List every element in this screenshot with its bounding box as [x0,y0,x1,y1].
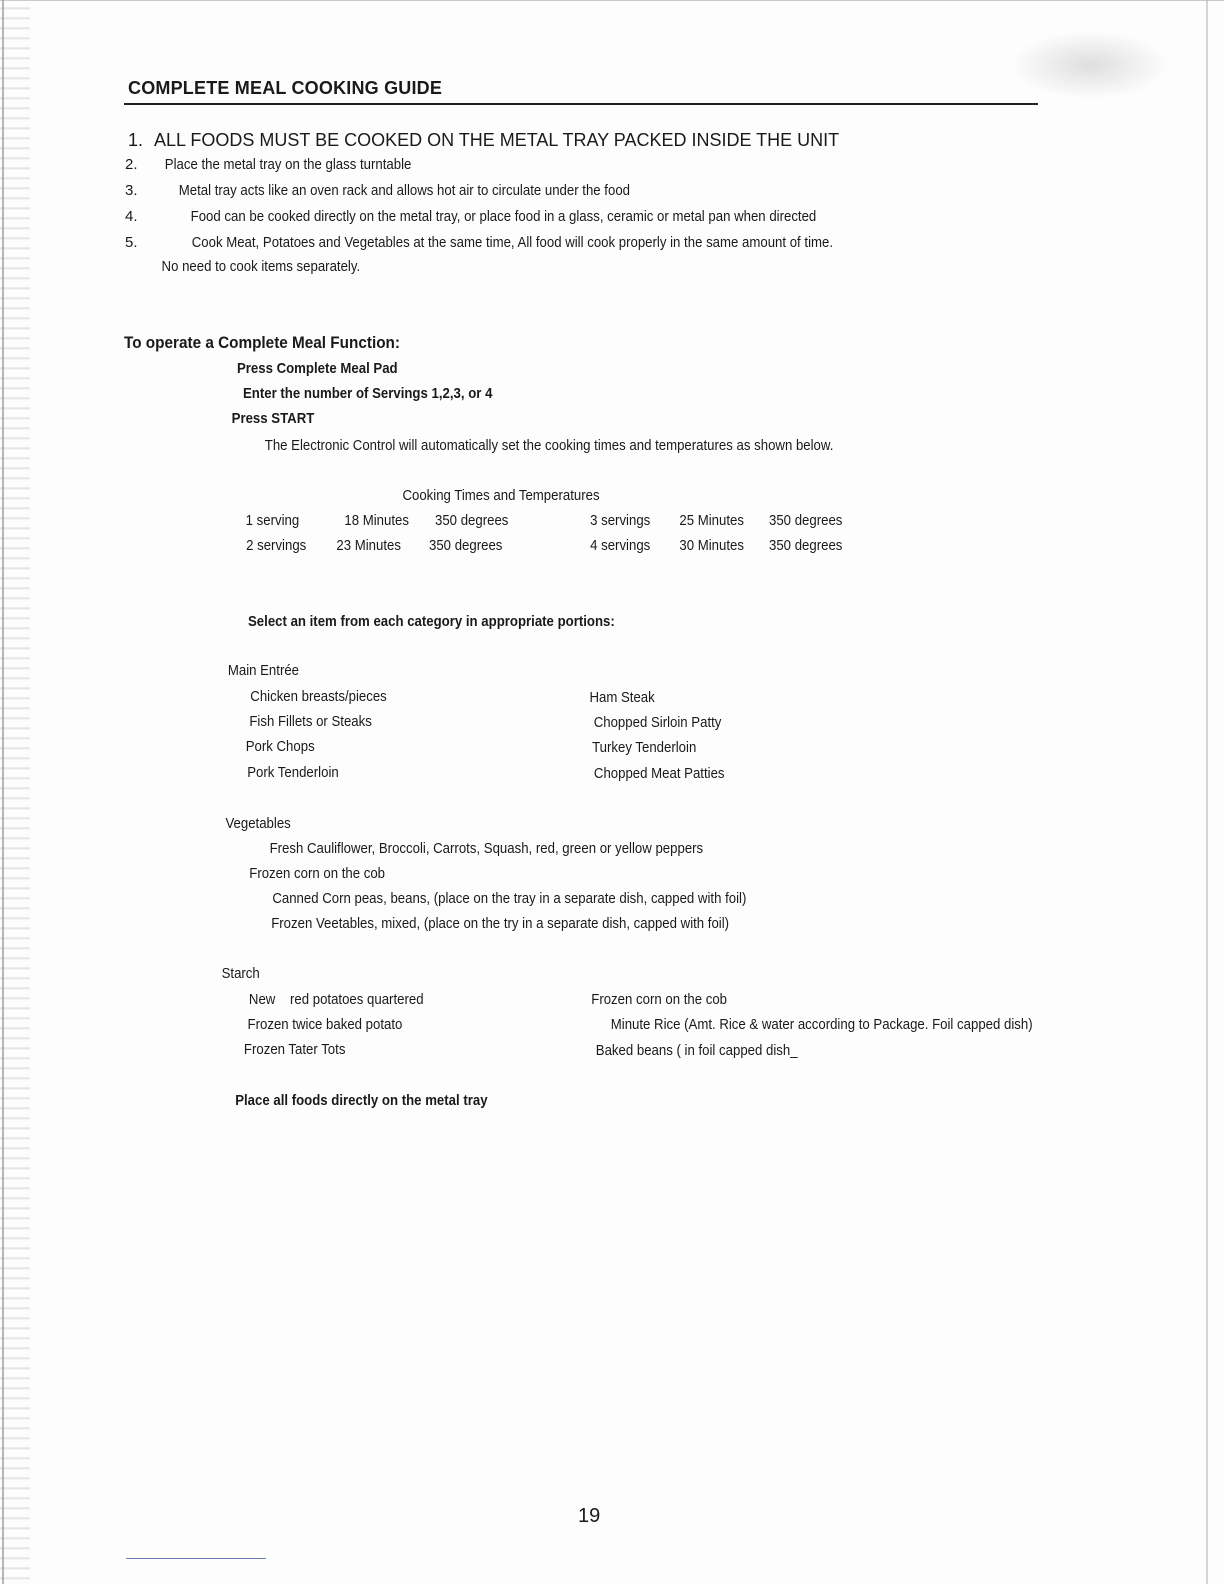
rule-number: 5. [125,234,138,251]
vegetables-item-3: Canned Corn peas, beans, (place on the tray in a separate dish, capped with foil) [272,890,747,907]
operate-step-3: Press START [231,410,315,427]
page-title: COMPLETE MEAL COOKING GUIDE [128,78,443,98]
times-row-1-temp: 350 degrees [435,512,509,529]
select-heading: Select an item from each category in appropriate portions: [248,613,615,630]
scan-edge-right [1206,0,1208,1584]
main-entree-left-4: Pork Tenderloin [247,764,339,781]
starch-right-3: Baked beans ( in foil capped dish_ [595,1042,798,1059]
times-row-4-temp: 350 degrees [769,537,843,554]
times-row-3-temp: 350 degrees [769,512,843,529]
footer-note: Place all foods directly on the metal tray [235,1092,488,1109]
rule-number: 3. [125,182,138,199]
rule-item-4 [125,208,817,226]
operate-step-2: Enter the number of Servings 1,2,3, or 4 [243,385,493,402]
rule-item-2 [125,156,412,174]
scan-smudge [1010,30,1170,100]
page-number: 19 [578,1505,601,1527]
rule-item-5-continued: No need to cook items separately. [161,258,361,275]
times-row-1-servings: 1 serving [245,512,300,529]
times-row-2-servings: 2 servings [246,537,307,554]
starch-left-1: New red potatoes quartered [248,991,424,1008]
vegetables-title: Vegetables [225,815,291,832]
rule-text: Cook Meat, Potatoes and Vegetables at the same time, All food will cook properly in the same amount of time. [191,234,834,251]
main-entree-right-1: Ham Steak [589,689,655,706]
vegetables-item-1: Fresh Cauliflower, Broccoli, Carrots, Squash, red, green or yellow peppers [269,840,704,857]
rule-text: Place the metal tray on the glass turntable [164,156,412,173]
vegetables-item-2: Frozen corn on the cob [249,865,386,882]
starch-left-2: Frozen twice baked potato [247,1016,403,1033]
times-row-2-temp: 350 degrees [429,537,503,554]
vegetables-item-4: Frozen Veetables, mixed, (place on the try in a separate dish, capped with foil) [271,915,730,932]
rule-number: 1. [128,130,144,150]
starch-right-2: Minute Rice (Amt. Rice & water according to Package. Foil capped dish) [610,1016,1033,1033]
footer-rule [126,1558,266,1559]
times-row-4-time: 30 Minutes [679,537,744,554]
main-entree-right-3: Turkey Tenderloin [592,739,697,756]
rule-number: 4. [125,208,138,225]
times-row-3-servings: 3 servings [590,512,651,529]
main-entree-right-2: Chopped Sirloin Patty [593,714,722,731]
scan-edge-left [0,0,30,1584]
rule-text: Food can be cooked directly on the metal tray, or place food in a glass, ceramic or metal pan when directed [190,208,817,225]
rule-item-5 [125,234,834,252]
rule-text: Metal tray acts like an oven rack and allows hot air to circulate under the food [178,182,631,199]
rule-number: 2. [125,156,138,173]
scan-edge-top [0,0,1224,1]
main-entree-right-4: Chopped Meat Patties [593,765,725,782]
times-row-1-time: 18 Minutes [344,512,409,529]
starch-right-1: Frozen corn on the cob [591,991,728,1008]
starch-left-3: Frozen Tater Tots [243,1041,346,1058]
operate-step-1: Press Complete Meal Pad [236,360,398,377]
operate-title: To operate a Complete Meal Function: [124,333,400,352]
rule-text: ALL FOODS MUST BE COOKED ON THE METAL TRAY PACKED INSIDE THE UNIT [154,130,840,150]
operate-note: The Electronic Control will automatically set the cooking times and temperatures as shown below. [264,437,834,454]
scan-edge-left-line [2,0,4,1584]
main-entree-left-1: Chicken breasts/pieces [250,688,387,705]
title-rule [124,103,1038,105]
main-entree-title: Main Entrée [227,662,300,679]
main-entree-left-2: Fish Fillets or Steaks [249,713,372,730]
times-row-3-time: 25 Minutes [679,512,744,529]
times-table-title: Cooking Times and Temperatures [402,487,600,504]
rule-item-3 [125,182,631,200]
main-entree-left-3: Pork Chops [245,738,315,755]
rule-item-1 [128,130,839,151]
times-row-2-time: 23 Minutes [336,537,401,554]
starch-title: Starch [221,965,260,982]
times-row-4-servings: 4 servings [590,537,651,554]
